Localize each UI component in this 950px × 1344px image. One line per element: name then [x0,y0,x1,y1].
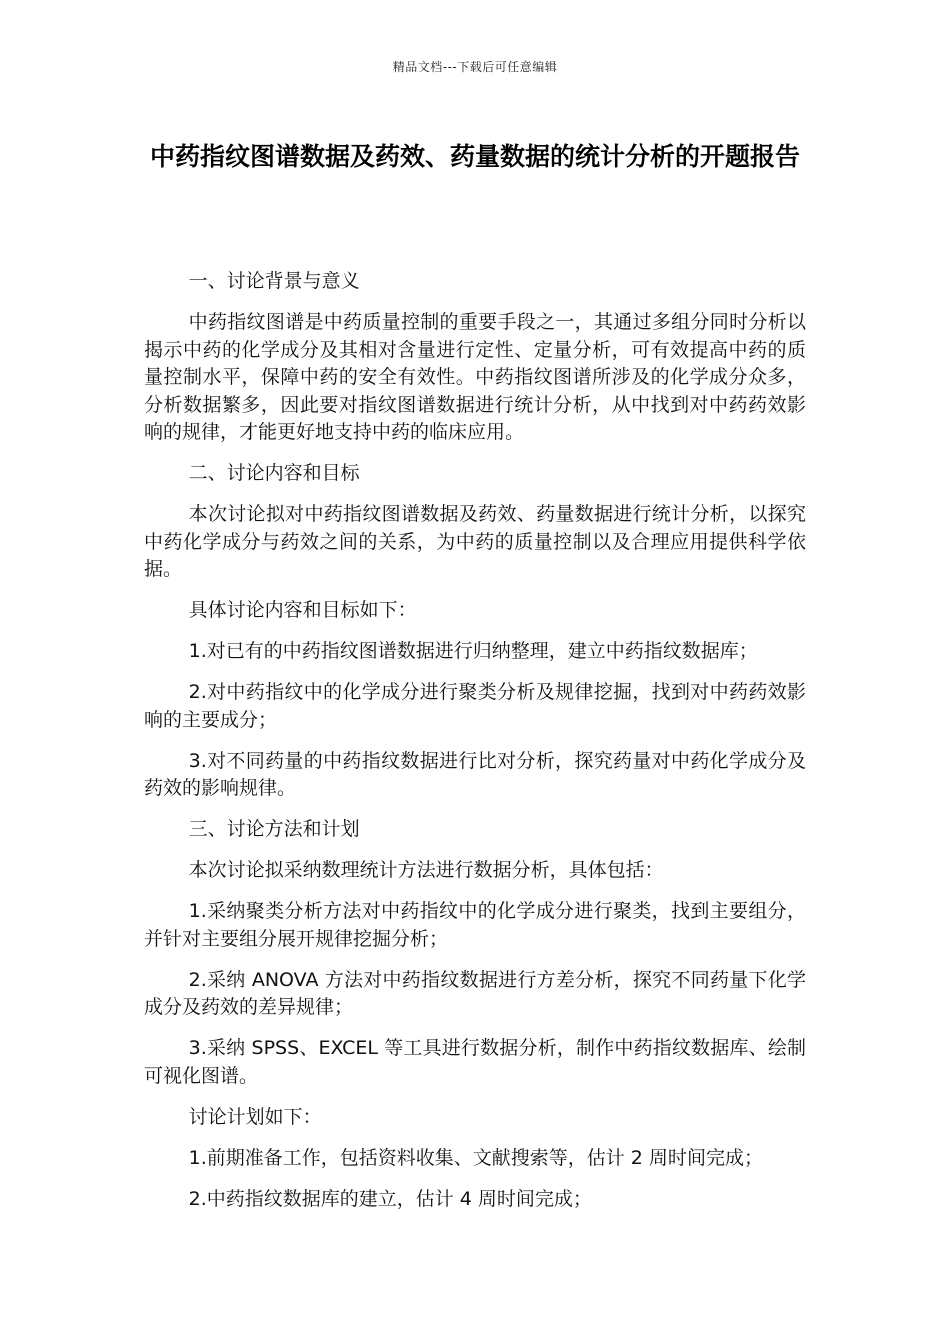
list-item-plan-2: 2.中药指纹数据库的建立，估计 4 周时间完成； [188,1187,592,1210]
section-heading-content: 二、讨论内容和目标 [188,462,360,484]
list-item-plan-1: 1.前期准备工作，包括资料收集、文献搜索等，估计 2 周时间完成； [188,1146,763,1169]
document-body [144,268,806,1227]
paragraph-background: 中药指纹图谱是中药质量控制的重要手段之一，其通过多组分同时分析以揭示中药的化学成分及其相对含量进行定性、定量分析，可有效提高中药的质量控制水平，保障中药的安全有效性。中药指纹图谱所涉及的化学成分众多，分析数据繁多，因此要对指纹图谱数据进行统计分析，从中找到对中药药效影响的规律，才能更好地支持中药的临床应用。 [144,311,806,443]
paragraph-goals-intro: 具体讨论内容和目标如下： [188,599,417,621]
list-item-goal-3: 3.对不同药量的中药指纹数据进行比对分析，探究药量对中药化学成分及药效的影响规律。 [144,749,806,799]
paragraph-content: 本次讨论拟对中药指纹图谱数据及药效、药量数据进行统计分析，以探究中药化学成分与药效之间的关系，为中药的质量控制以及合理应用提供科学依据。 [144,503,806,580]
list-item-method-1: 1.采纳聚类分析方法对中药指纹中的化学成分进行聚类，找到主要组分，并针对主要组分展开规律挖掘分析； [144,900,806,950]
page-header: 精品文档---下载后可任意编辑 [392,60,558,74]
list-item-goal-2: 2.对中药指纹中的化学成分进行聚类分析及规律挖掘，找到对中药药效影响的主要成分； [144,681,806,731]
section-heading-methods: 三、讨论方法和计划 [188,818,360,840]
list-item-goal-1: 1.对已有的中药指纹图谱数据进行归纳整理，建立中药指纹数据库； [188,640,758,662]
section-heading-background: 一、讨论背景与意义 [188,270,360,292]
document-title: 中药指纹图谱数据及药效、药量数据的统计分析的开题报告 [149,142,800,171]
list-item-method-3: 3.采纳 SPSS、EXCEL 等工具进行数据分析，制作中药指纹数据库、绘制可视化图谱。 [144,1037,806,1087]
paragraph-plan-intro: 讨论计划如下： [188,1105,322,1128]
list-item-method-2: 2.采纳 ANOVA 方法对中药指纹数据进行方差分析，探究不同药量下化学成分及药效的差异规律； [144,968,806,1018]
paragraph-methods-intro: 本次讨论拟采纳数理统计方法进行数据分析，具体包括： [188,859,664,881]
